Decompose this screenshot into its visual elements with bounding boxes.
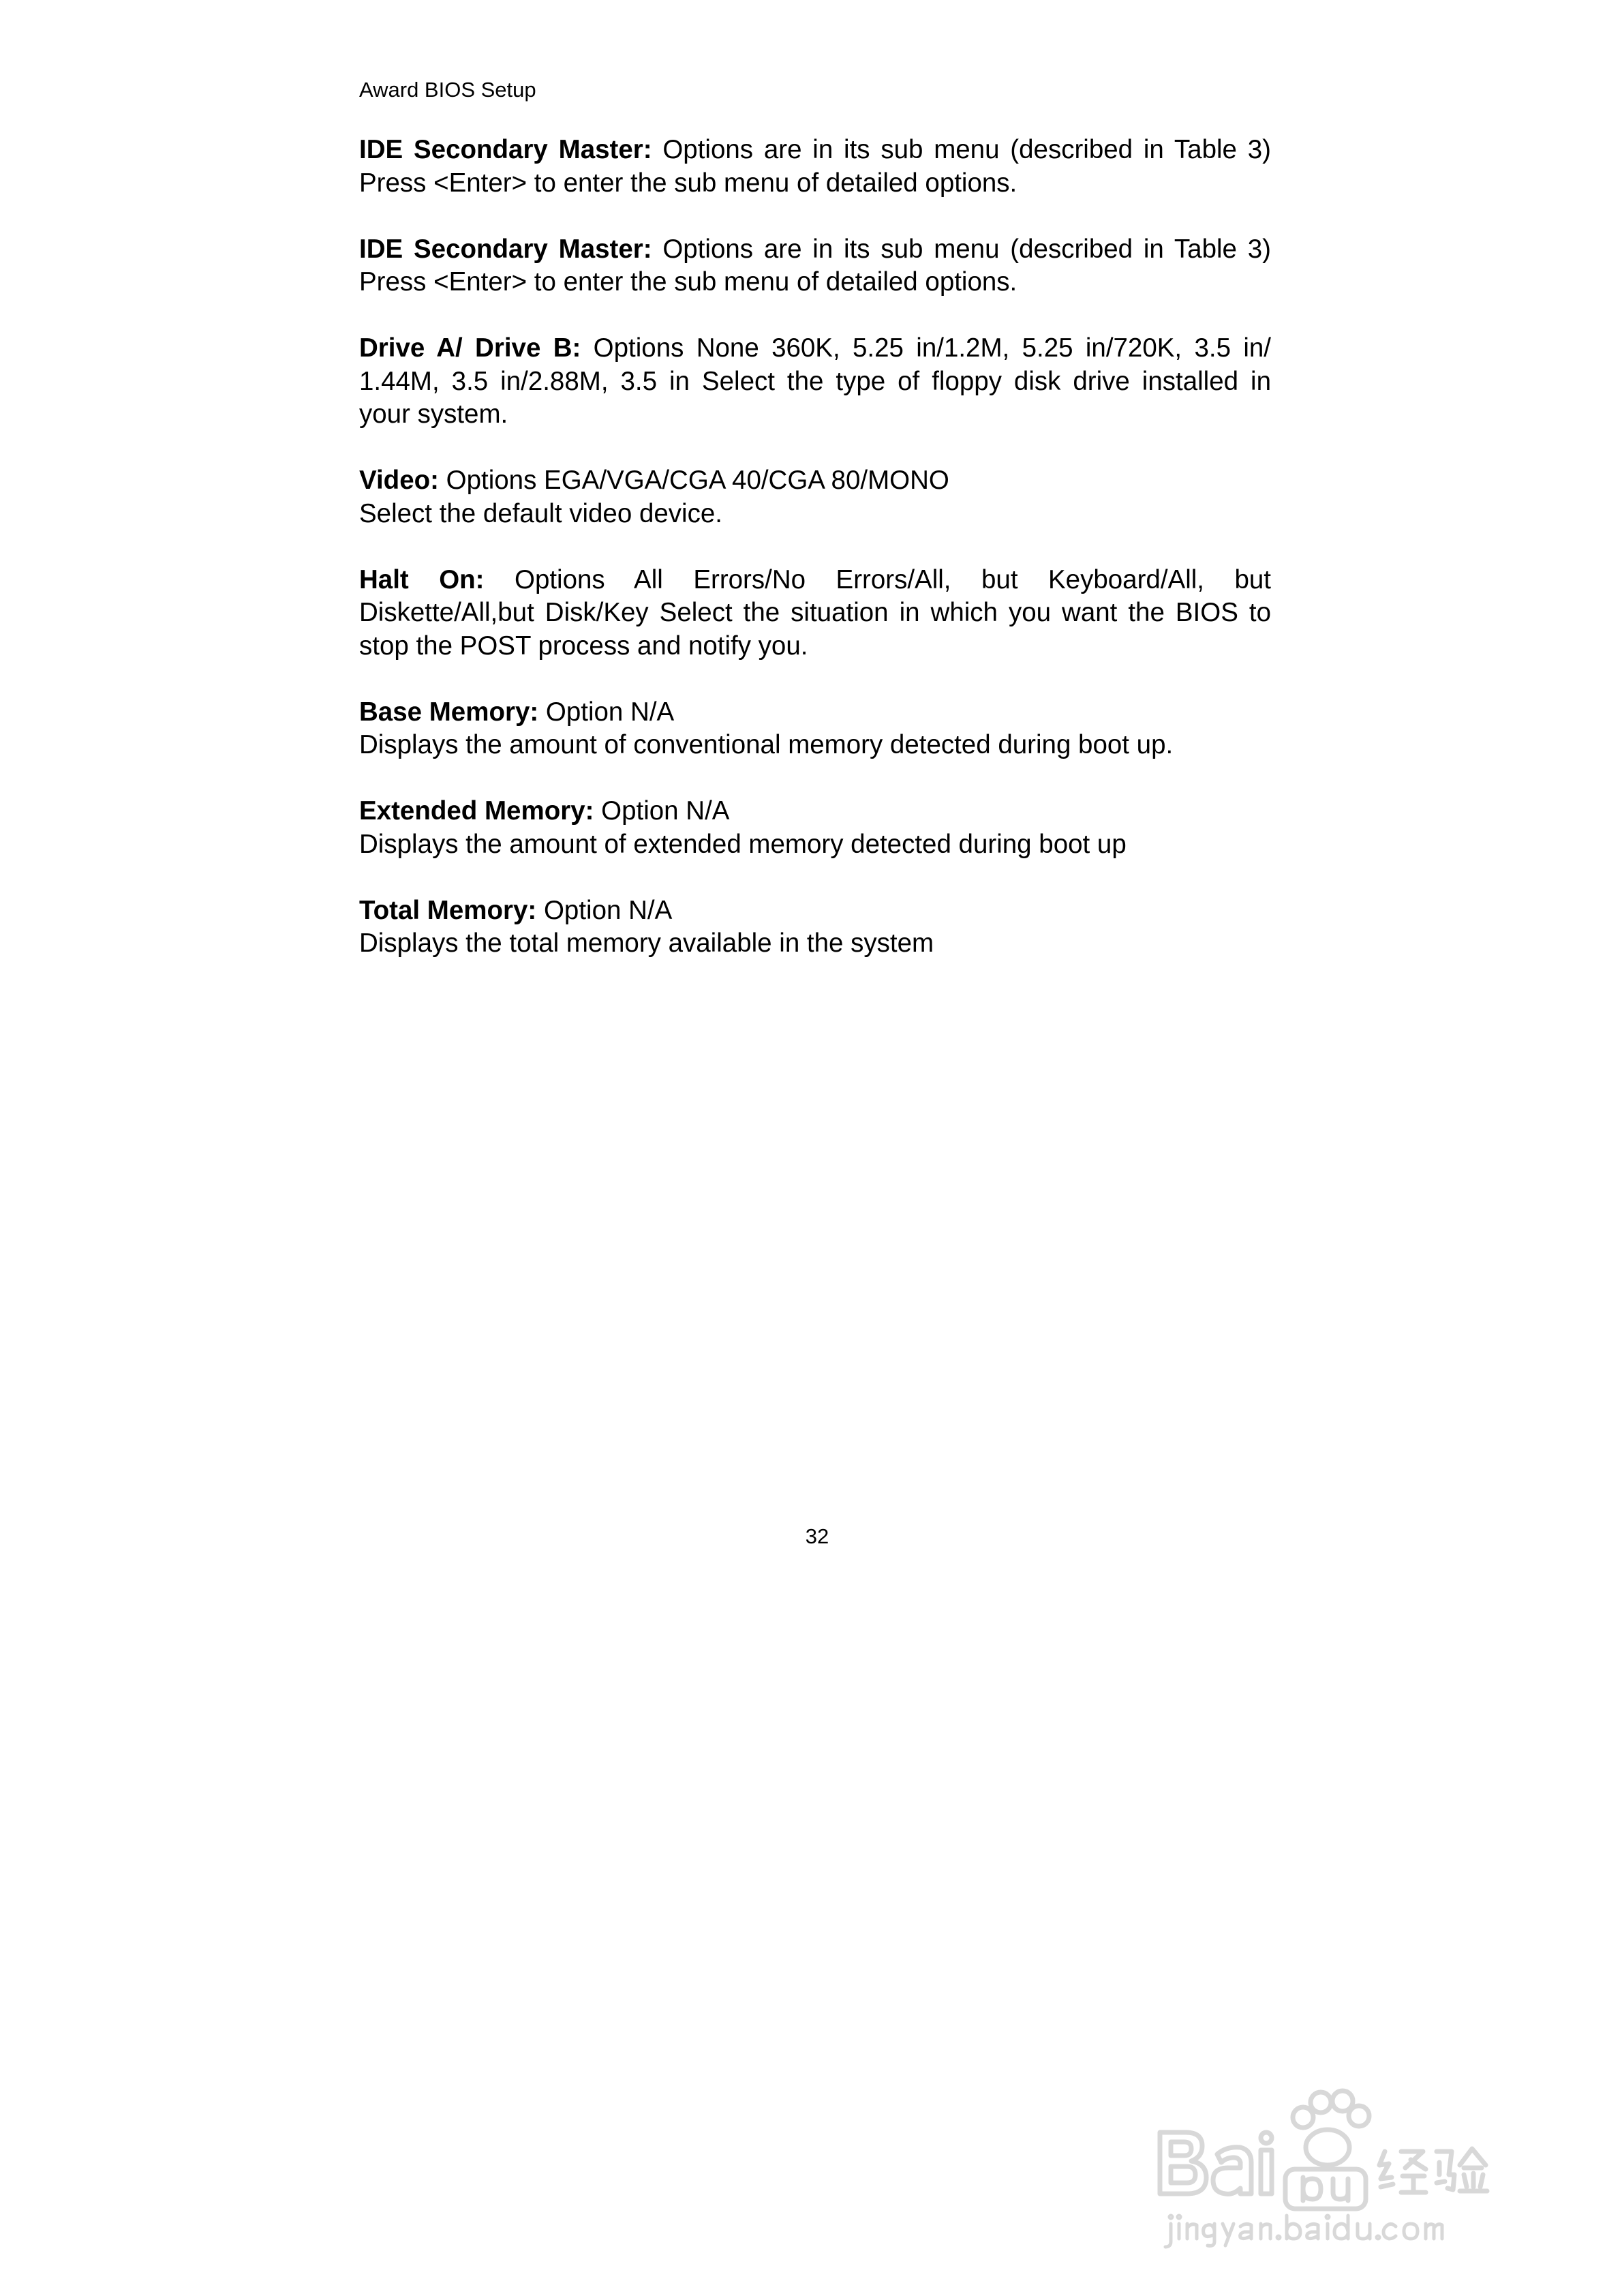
section-line: Press <Enter> to enter the sub menu of detailed options. bbox=[359, 168, 1017, 198]
page-number: 32 bbox=[805, 1524, 829, 1548]
section-line bbox=[359, 696, 1271, 729]
section-line: Displays the total memory available in the system bbox=[359, 928, 934, 958]
section-ide-secondary-master-2 bbox=[359, 233, 1271, 299]
section-line bbox=[359, 332, 1271, 365]
section-text: Options EGA/VGA/CGA 40/CGA 80/MONO bbox=[438, 466, 949, 495]
section-line: Press <Enter> to enter the sub menu of detailed options. bbox=[359, 267, 1017, 297]
section-line: Select the default video device. bbox=[359, 498, 722, 528]
section-line: stop the POST process and notify you. bbox=[359, 631, 808, 661]
section-extended-memory bbox=[359, 795, 1271, 861]
section-line: Diskette/All,but Disk/Key Select the situation in which you want the BIOS to bbox=[359, 598, 1271, 627]
section-text: Options are in its sub menu (described in Table 3) bbox=[652, 234, 1271, 264]
running-header: Award BIOS Setup bbox=[359, 78, 536, 102]
section-term: IDE Secondary Master: bbox=[359, 234, 652, 264]
section-text: Option N/A bbox=[536, 895, 673, 925]
section-halt-on bbox=[359, 564, 1271, 663]
section-term: Extended Memory: bbox=[359, 796, 594, 826]
section-text: Options are in its sub menu (described in Table 3) bbox=[652, 135, 1271, 164]
section-line: Displays the amount of conventional memory detected during boot up. bbox=[359, 730, 1174, 759]
section-line bbox=[359, 564, 1271, 597]
section-term: Base Memory: bbox=[359, 697, 539, 727]
section-text: Option N/A bbox=[538, 697, 675, 727]
section-text: Option N/A bbox=[594, 796, 730, 826]
paw-icon bbox=[1293, 2091, 1369, 2165]
section-line bbox=[359, 134, 1271, 167]
section-text: Options All Errors/No Errors/All, but Keyboard/All, but bbox=[484, 564, 1271, 594]
section-line: 1.44M, 3.5 in/2.88M, 3.5 in Select the type of floppy disk drive installed in bbox=[359, 366, 1271, 396]
section-total-memory bbox=[359, 894, 1271, 961]
section-term: Video: bbox=[359, 466, 439, 495]
section-line: Displays the amount of extended memory detected during boot up bbox=[359, 829, 1127, 859]
section-line bbox=[359, 795, 1271, 828]
section-line bbox=[359, 464, 1271, 498]
section-base-memory bbox=[359, 696, 1271, 762]
section-term: Total Memory: bbox=[359, 895, 537, 925]
section-ide-secondary-master-1 bbox=[359, 134, 1271, 200]
section-line: your system. bbox=[359, 399, 508, 429]
section-term: IDE Secondary Master: bbox=[359, 135, 652, 164]
section-video bbox=[359, 464, 1271, 530]
section-text: Options None 360K, 5.25 in/1.2M, 5.25 in/720K, 3.5 in/ bbox=[581, 333, 1271, 363]
section-term: Halt On: bbox=[359, 564, 485, 594]
baidu-jingyan-watermark-logo bbox=[1152, 2052, 1540, 2250]
section-line bbox=[359, 894, 1271, 928]
document-body bbox=[359, 134, 1271, 993]
section-drive-a-b bbox=[359, 332, 1271, 432]
section-term: Drive A/ Drive B: bbox=[359, 333, 581, 363]
section-line bbox=[359, 233, 1271, 267]
